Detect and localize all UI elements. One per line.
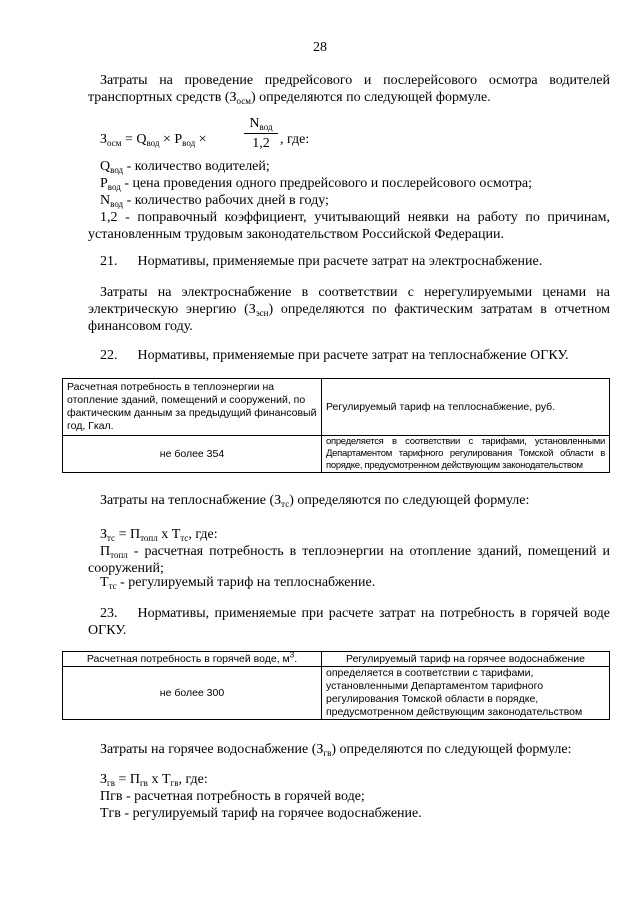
table-row	[63, 436, 610, 473]
intro-paragraph: Затраты на проведение предрейсового и послерейсового осмотра водителей транспортных средств $(З_{осм})$ определяются по следующей формуле.	[88, 73, 610, 106]
table-header-row	[63, 379, 610, 436]
def-n-vod: $N_{вод}$ - количество рабочих дней в году;	[100, 193, 329, 209]
table-header-cell: Регулируемый тариф на теплоснабжение, руб.	[322, 379, 610, 436]
table-header-cell: Расчетная потребность в теплоэнергии на отопление зданий, помещений и сооружений, по фактическим данным за предыдущий финансовый год, Гкал.	[63, 379, 322, 436]
table-cell: определяется в соответствии с тарифами, установленными Департаментом тарифного регулирования Томской области в порядке, предусмотренном действующим законодательством	[322, 436, 610, 473]
def-p-vod: $P_{вод}$ - цена проведения одного предрейсового и послерейсового осмотра;	[100, 176, 532, 192]
section-23-heading: 23. Нормативы, применяемые при расчете затрат на потребность в горячей воде ОГКУ.	[88, 606, 610, 638]
def-q-vod: $Q_{вод}$ - количество водителей;	[100, 159, 270, 175]
table-row	[63, 667, 610, 720]
table-header-cell: Расчетная потребность в горячей воде, $м^3$.	[63, 652, 322, 667]
formula-gv: $З_{гв} = П_{гв}$ х $Т_{гв}$, где:	[100, 772, 208, 788]
formula-osm: $З_{осм} = Q_{вод} \times P_{вод}$ ×	[100, 132, 207, 148]
table-header-cell: Регулируемый тариф на горячее водоснабжение	[322, 652, 610, 667]
def-coefficient: 1,2 - поправочный коэффициент, учитывающий неявки на работу по причинам, установленным трудовым законодательством Российской Федерации.	[88, 210, 610, 242]
heat-supply-table	[62, 378, 610, 473]
formula-osm-fraction: $N_{вод}$ 1,2	[244, 115, 278, 152]
heat-formula-intro: Затраты на теплоснабжение $(З_{тс})$ определяются по следующей формуле:	[100, 493, 530, 509]
hot-water-formula-intro: Затраты на горячее водоснабжение $(З_{гв})$ определяются по следующей формуле:	[100, 742, 572, 758]
table-cell: определяется в соответствии с тарифами, установленными Департаментом тарифного регулирования Томской области в порядке, предусмотренном действующим законодательством	[322, 667, 610, 720]
def-t-gv: Тгв - регулируемый тариф на горячее водоснабжение.	[100, 806, 422, 821]
section-21-heading: 21. Нормативы, применяемые при расчете затрат на электроснабжение.	[100, 254, 543, 269]
hot-water-table	[62, 651, 610, 720]
section-22-heading: 22. Нормативы, применяемые при расчете затрат на теплоснабжение ОГКУ.	[100, 348, 569, 363]
page-number: 28	[313, 40, 327, 55]
formula-ts: $З_{тс} = П_{топл}$ х $Т_{тс}$, где:	[100, 527, 218, 543]
table-cell: не более 300	[63, 667, 322, 720]
def-t-ts: $Т_{тс}$ - регулируемый тариф на теплоснабжение.	[100, 575, 376, 591]
section-21-paragraph: Затраты на электроснабжение в соответствии с нерегулируемыми ценами на электрическую энергию $(З_{эсн})$ определяются по фактическим затратам в отчетном финансовом году.	[88, 285, 610, 334]
formula-osm-tail: , где:	[280, 132, 310, 147]
table-cell: не более 354	[63, 436, 322, 473]
table-header-row	[63, 652, 610, 667]
def-p-topl: $П_{топл}$ - расчетная потребность в теплоэнергии на отопление зданий, помещений и сооружений;	[88, 544, 610, 576]
def-p-gv: Пгв - расчетная потребность в горячей воде;	[100, 789, 365, 804]
